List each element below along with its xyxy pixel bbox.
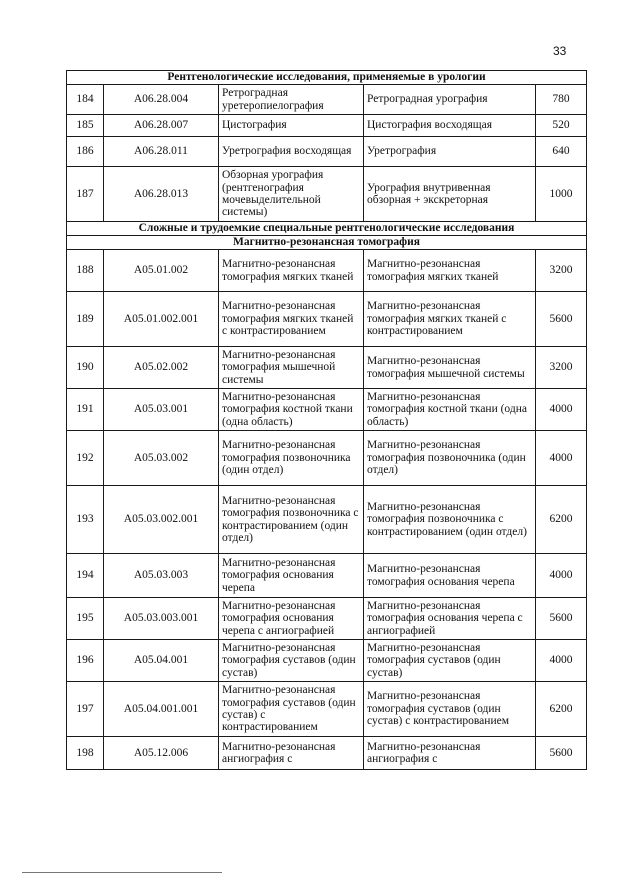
section-row [67,222,587,236]
service-code: A06.28.004 [104,85,219,115]
service-name: Цистография [219,115,364,137]
table-row [67,598,587,640]
service-code: A05.03.001 [104,389,219,431]
table-row [67,167,587,222]
table-row [67,347,587,389]
service-name: Магнитно-резонансная томография основания черепа с ангиографией [219,598,364,640]
price-list-name: Магнитно-резонансная томография основания черепа с ангиографией [364,598,536,640]
price: 6200 [536,486,587,554]
price-list-name: Магнитно-резонансная томография суставов (один сустав) [364,640,536,682]
price-list-name: Магнитно-резонансная томография мышечной системы [364,347,536,389]
price-list-name: Ретроградная урография [364,85,536,115]
service-code: A05.04.001.001 [104,682,219,737]
row-number: 184 [67,85,104,115]
service-name: Магнитно-резонансная томография суставов (один сустав) [219,640,364,682]
service-name: Ретроградная уретеропиелография [219,85,364,115]
table-row [67,250,587,292]
price: 1000 [536,167,587,222]
service-name: Магнитно-резонансная томография основания черепа [219,554,364,598]
service-name: Уретрография восходящая [219,137,364,167]
table-row [67,137,587,167]
service-code: A05.03.002 [104,431,219,486]
table-row [67,292,587,347]
price: 5600 [536,292,587,347]
table-row [67,640,587,682]
row-number: 186 [67,137,104,167]
service-code: A05.02.002 [104,347,219,389]
price-list-name: Магнитно-резонансная томография основания черепа [364,554,536,598]
page-number: 33 [553,44,567,58]
service-code: A05.03.003.001 [104,598,219,640]
price: 4000 [536,640,587,682]
price-table-body [67,71,587,770]
table-row [67,682,587,737]
price-list-name: Магнитно-резонансная томография позвоночника (один отдел) [364,431,536,486]
service-name: Магнитно-резонансная томография позвоночника с контрастированием (один отдел) [219,486,364,554]
price-table [66,70,587,770]
service-code: A05.03.003 [104,554,219,598]
price: 640 [536,137,587,167]
service-code: A05.03.002.001 [104,486,219,554]
price: 4000 [536,431,587,486]
service-code: A06.28.011 [104,137,219,167]
price-list-name: Урография внутривенная обзорная + экскреторная [364,167,536,222]
row-number: 194 [67,554,104,598]
service-code: A05.01.002 [104,250,219,292]
row-number: 193 [67,486,104,554]
section-title: Магнитно-резонансная томография [67,236,587,250]
row-number: 190 [67,347,104,389]
service-name: Магнитно-резонансная томография костной ткани (одна область) [219,389,364,431]
row-number: 196 [67,640,104,682]
price: 780 [536,85,587,115]
price-list-name: Магнитно-резонансная ангиография с [364,737,536,770]
row-number: 187 [67,167,104,222]
service-code: A05.04.001 [104,640,219,682]
service-name: Магнитно-резонансная ангиография с [219,737,364,770]
service-code: A06.28.013 [104,167,219,222]
section-row [67,71,587,85]
price-list-name: Магнитно-резонансная томография мягких тканей [364,250,536,292]
price-list-name: Уретрография [364,137,536,167]
service-code: A05.12.006 [104,737,219,770]
table-row [67,389,587,431]
price-list-name: Магнитно-резонансная томография мягких тканей с контрастированием [364,292,536,347]
price: 3200 [536,347,587,389]
price: 5600 [536,598,587,640]
table-row [67,85,587,115]
section-title: Сложные и трудоемкие специальные рентгенологические исследования [67,222,587,236]
row-number: 189 [67,292,104,347]
service-name: Магнитно-резонансная томография позвоночника (один отдел) [219,431,364,486]
price: 5600 [536,737,587,770]
table-row [67,554,587,598]
table-row [67,737,587,770]
price-list-name: Магнитно-резонансная томография костной ткани (одна область) [364,389,536,431]
service-name: Магнитно-резонансная томография суставов (один сустав) с контрастированием [219,682,364,737]
service-name: Магнитно-резонансная томография мягких тканей с контрастированием [219,292,364,347]
price: 3200 [536,250,587,292]
row-number: 191 [67,389,104,431]
service-name: Магнитно-резонансная томография мягких тканей [219,250,364,292]
price-list-name: Магнитно-резонансная томография суставов (один сустав) с контрастированием [364,682,536,737]
section-row [67,236,587,250]
row-number: 192 [67,431,104,486]
row-number: 198 [67,737,104,770]
section-title: Рентгенологические исследования, применяемые в урологии [67,71,587,85]
table-row [67,115,587,137]
price-list-name: Магнитно-резонансная томография позвоночника с контрастированием (один отдел) [364,486,536,554]
row-number: 188 [67,250,104,292]
price: 6200 [536,682,587,737]
price: 4000 [536,389,587,431]
footer-divider [22,872,222,873]
service-name: Обзорная урография (рентгенография мочевыделительной системы) [219,167,364,222]
table-row [67,486,587,554]
price: 520 [536,115,587,137]
price-list-name: Цистография восходящая [364,115,536,137]
row-number: 185 [67,115,104,137]
row-number: 195 [67,598,104,640]
service-code: A05.01.002.001 [104,292,219,347]
service-code: A06.28.007 [104,115,219,137]
service-name: Магнитно-резонансная томография мышечной системы [219,347,364,389]
price: 4000 [536,554,587,598]
table-row [67,431,587,486]
row-number: 197 [67,682,104,737]
